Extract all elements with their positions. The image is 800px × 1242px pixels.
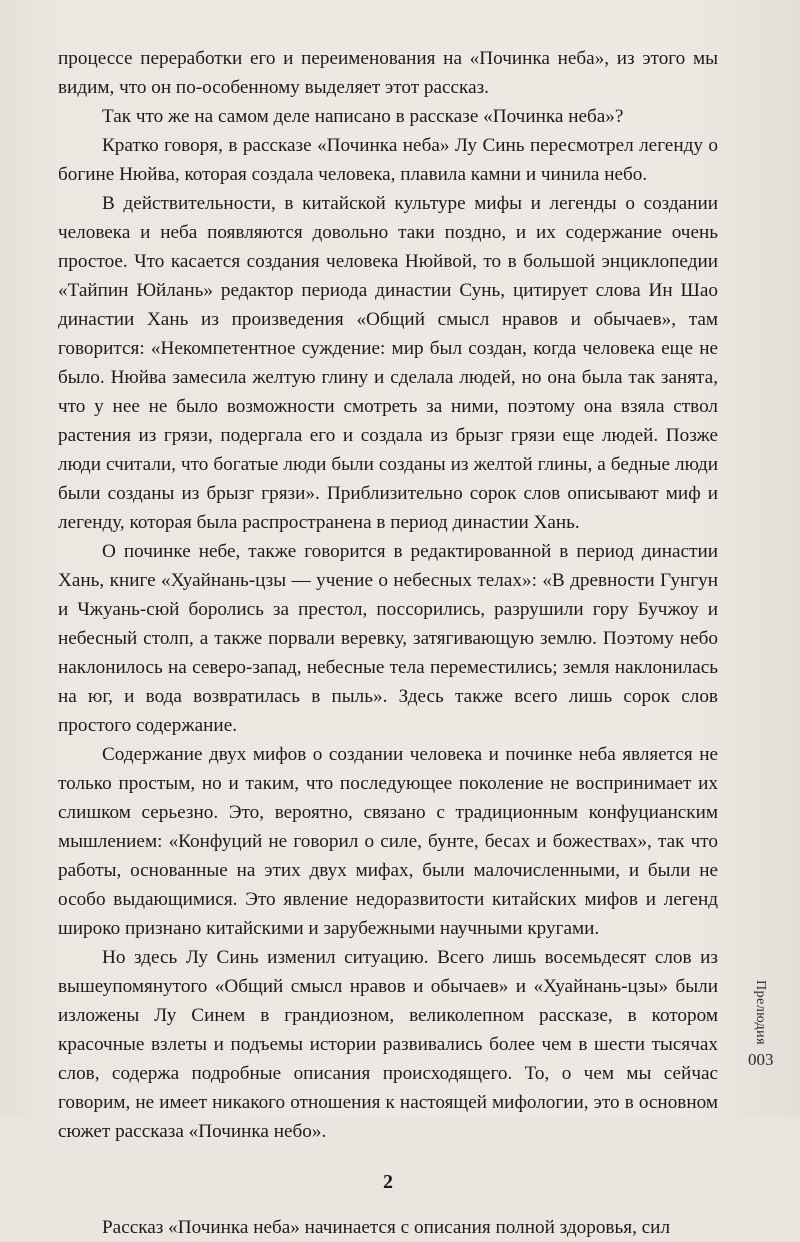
- section-number: 2: [383, 1171, 393, 1193]
- body-text: [58, 44, 718, 1242]
- paragraph-1: процессе переработки его и переименования на «Починка неба», из этого мы видим, что он по-особенному выделяет этот рассказ.: [58, 48, 718, 98]
- paragraph-3: Кратко говоря, в рассказе «Починка неба» Лу Синь пересмотрел легенду о богине Нюйва, которая создала человека, плавила камни и чинила небо.: [58, 135, 718, 185]
- paragraph-8: Рассказ «Починка неба» начинается с описания полной здоровья, сил: [102, 1217, 671, 1238]
- paragraph-5: О починке небе, также говорится в редактированной в период династии Хань, книге «Хуайнань-цзы — учение о небесных телах»: «В древности Гунгун и Чжуань-сюй боролись за престол, поссорились, разрушили гору Бучжоу и небесный столп, а также порвали веревку, затягивающую землю. Поэтому небо наклонилось на северо-запад, небесные тела переместились; земля наклонилась на юг, и вода возвратилась в пыль». Здесь также всего лишь сорок слов простого содержание.: [58, 541, 718, 736]
- running-header: Прелюдия: [753, 980, 768, 1046]
- paragraph-7: Но здесь Лу Синь изменил ситуацию. Всего лишь восемьдесят слов из вышеупомянутого «Общий смысл нравов и обычаев» и «Хуайнань-цзы» были изложены Лу Синем в грандиозном, великолепном рассказе, в котором красочные взлеты и подъемы истории развивались более чем в шести тысячах слов, содержа подробные описания происходящего. То, о чем мы сейчас говорим, не имеет никакого отношения к настоящей мифологии, это в основном сюжет рассказа «Починка небо».: [58, 947, 718, 1142]
- paragraph-2: Так что же на самом деле написано в рассказе «Починка неба»?: [102, 106, 624, 127]
- paragraph-4: В действительности, в китайской культуре мифы и легенды о создании человека и неба появляются довольно таки поздно, и их содержание очень простое. Что касается создания человека Нюйвой, то в большой энциклопедии «Тайпин Юйлань» редактор периода династии Сунь, цитирует слова Ин Шао династии Хань из произведения «Общий смысл нравов и обычаев», там говорится: «Некомпетентное суждение: мир был создан, когда человека еще не было. Нюйва замесила желтую глину и сделала людей, но она была так занята, что у нее не было возможности смотреть за ними, поэтому она взяла ствол растения из грязи, подергала его и создала из брызг грязи еще людей. Позже люди считали, что богатые люди были созданы из желтой глины, а бедные люди были созданы из брызг грязи». Приблизительно сорок слов описывают миф и легенду, которая была распространена в период династии Хань.: [58, 193, 718, 533]
- paragraph-6: Содержание двух мифов о создании человека и починке неба является не только простым, но и таким, что последующее поколение не воспринимает их слишком серьезно. Это, вероятно, связано с традиционным конфуцианским мышлением: «Конфуций не говорил о силе, бунте, бесах и божествах», так что работы, основанные на этих двух мифах, были малочисленными, и были не особо выдающимися. Это явление недоразвитости китайских мифов и легенд широко признано китайскими и зарубежными научными кругами.: [58, 744, 718, 939]
- page-number: 003: [748, 1050, 774, 1069]
